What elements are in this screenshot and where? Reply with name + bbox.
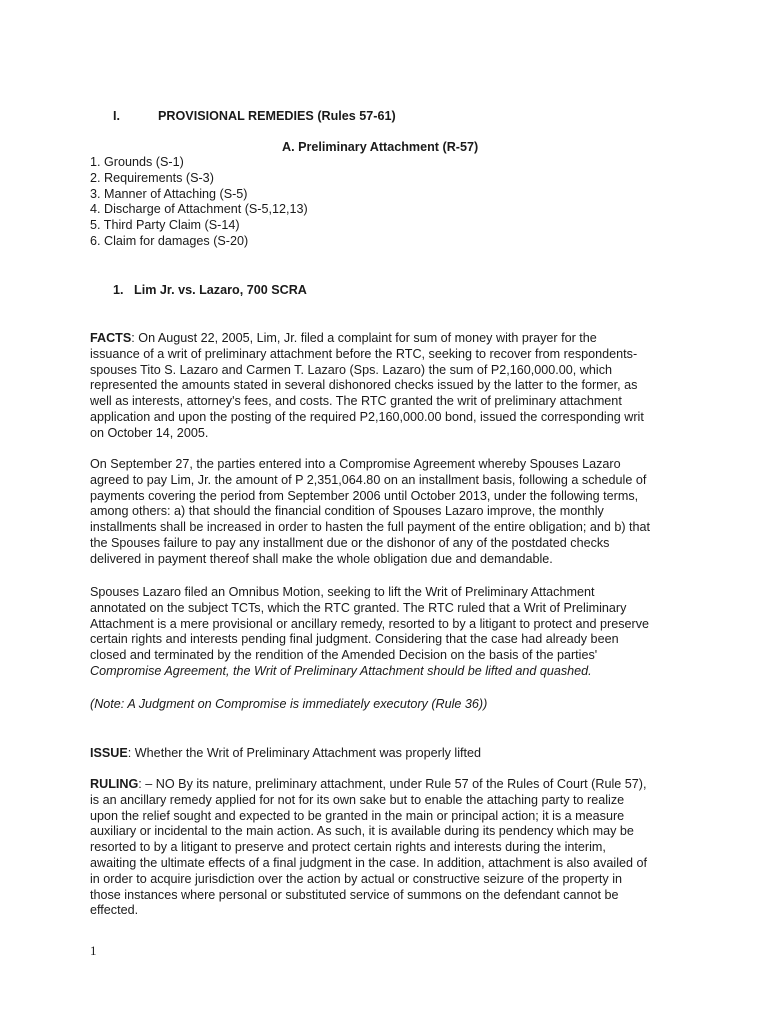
ruling-paragraph — [90, 777, 682, 919]
list-item: 3. Manner of Attaching (S-5) — [90, 186, 248, 201]
facts-paragraph — [90, 331, 682, 442]
compromise-paragraph — [90, 457, 682, 568]
facts-line: issuance of a writ of preliminary attachment before the RTC, seeking to recover from respondents- — [90, 346, 638, 361]
topic-list — [90, 155, 308, 250]
issue-label: ISSUE — [90, 746, 128, 760]
paragraph-line: delivered in payment thereof shall make the whole obligation due and demandable. — [90, 551, 553, 566]
paragraph-line: On September 27, the parties entered into a Compromise Agreement whereby Spouses Lazaro — [90, 457, 621, 471]
facts-line: spouses Tito S. Lazaro and Carmen T. Lazaro (Sps. Lazaro) the sum of P2,160,000.00, which — [90, 362, 612, 377]
paragraph-line: the Spouses failure to pay any installment due or the dishonor of any of the postdated checks — [90, 535, 610, 550]
paragraph-line: Spouses Lazaro filed an Omnibus Motion, seeking to lift the Writ of Preliminary Attachment — [90, 585, 595, 599]
list-item: 4. Discharge of Attachment (S-5,12,13) — [90, 202, 308, 217]
ruling-line: in order to acquire jurisdiction over the action by actual or constructive seizure of the property in — [90, 871, 623, 886]
paragraph-line: Attachment is a mere provisional or ancillary remedy, resorted to by a litigant to protect and preserve — [90, 616, 650, 631]
paragraph-line: payments covering the period from September 2006 until October 2013, under the following terms, — [90, 488, 639, 503]
case-number: 1. — [113, 283, 124, 297]
list-item: 5. Third Party Claim (S-14) — [90, 218, 240, 233]
note-text: (Note: A Judgment on Compromise is immediately executory (Rule 36)) — [90, 697, 488, 711]
ruling-label: RULING — [90, 777, 139, 791]
issue-text: : Whether the Writ of Preliminary Attachment was properly lifted — [127, 746, 482, 760]
case-title: Lim Jr. vs. Lazaro, 700 SCRA — [134, 283, 307, 297]
ruling-line: effected. — [90, 903, 139, 918]
facts-line: on October 14, 2005. — [90, 425, 209, 440]
ruling-line: resorted to by a litigant to preserve and protect certain rights and interests during the interim, — [90, 840, 606, 855]
ruling-line: is an ancillary remedy applied for not for its own sake but to enable the attaching party to realize — [90, 792, 625, 807]
list-item: 1. Grounds (S-1) — [90, 155, 184, 169]
paragraph-line: closed and terminated by the rendition of the Amended Decision on the basis of the parties' — [90, 648, 598, 663]
list-item: 2. Requirements (S-3) — [90, 170, 214, 185]
section-title: PROVISIONAL REMEDIES (Rules 57-61) — [158, 109, 396, 123]
facts-line: application and upon the posting of the required P2,160,000.00 bond, issued the corresponding writ — [90, 409, 644, 424]
facts-line: well as interests, attorney's fees, and costs. The RTC granted the writ of preliminary attachment — [90, 394, 622, 409]
facts-label: FACTS — [90, 331, 132, 345]
paragraph-line: Compromise Agreement, the Writ of Preliminary Attachment should be lifted and quashed. — [90, 663, 592, 678]
issue-paragraph — [90, 746, 481, 762]
paragraph-line: among others: a) that should the financial condition of Spouses Lazaro improve, the monthly — [90, 504, 604, 519]
ruling-line: those instances where personal or substituted service of summons on the defendant cannot be — [90, 887, 619, 902]
ruling-line: : – NO By its nature, preliminary attachment, under Rule 57 of the Rules of Court (Rule 57), — [138, 777, 647, 791]
section-numeral: I. — [113, 109, 120, 123]
ruling-line: upon the relief sought and expected to be granted in the main or principal action; it is a measure — [90, 808, 625, 823]
paragraph-line: installments shall be increased in order to hasten the full payment of the entire obligation; and b) that — [90, 520, 651, 535]
omnibus-paragraph — [90, 585, 682, 680]
facts-line: : On August 22, 2005, Lim, Jr. filed a complaint for sum of money with prayer for the — [131, 331, 597, 345]
facts-line: represented the amounts stated in several dishonored checks issued by the latter to the former, as — [90, 378, 638, 393]
subsection-title: A. Preliminary Attachment (R-57) — [282, 140, 479, 154]
list-item: 6. Claim for damages (S-20) — [90, 233, 249, 248]
ruling-line: awaiting the ultimate effects of a final judgment in the case. In addition, attachment is also availed of — [90, 855, 648, 870]
ruling-line: auxiliary or incidental to the main action. As such, it is available during its pendency which may be — [90, 824, 634, 839]
paragraph-line: annotated on the subject TCTs, which the RTC granted. The RTC ruled that a Writ of Preliminary — [90, 600, 627, 615]
paragraph-line: agreed to pay Lim, Jr. the amount of P 2,351,064.80 on an installment basis, following a schedule of — [90, 472, 647, 487]
page-number: 1 — [90, 943, 97, 958]
paragraph-line: certain rights and interests pending final judgment. Considering that the case had already been — [90, 632, 619, 647]
